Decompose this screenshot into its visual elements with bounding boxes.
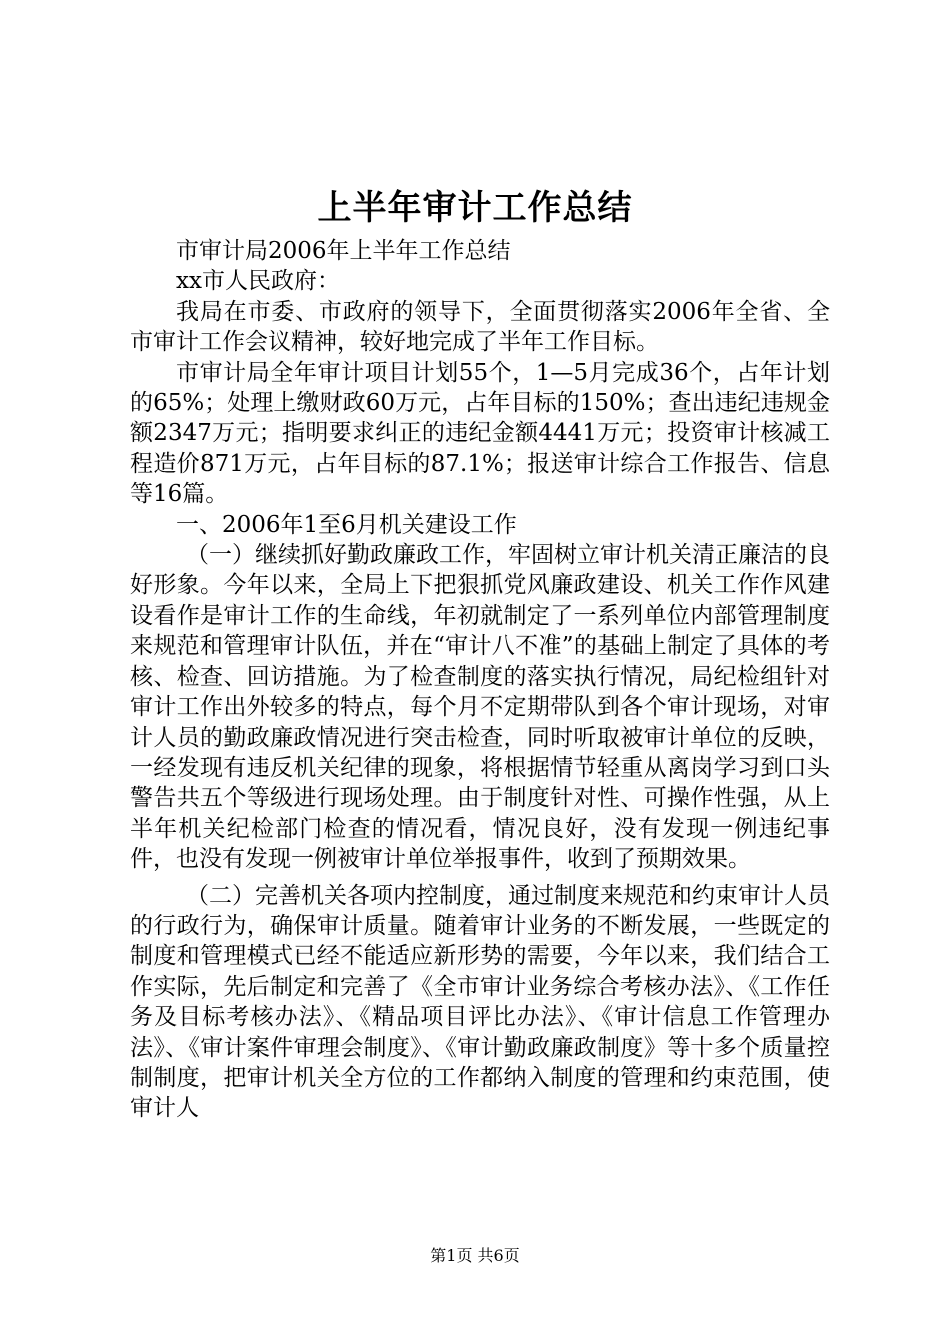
document-body <box>130 236 830 1124</box>
paragraph-intro: 我局在市委、市政府的领导下，全面贯彻落实2006年全省、全市审计工作会议精神，较好地完成了半年工作目标。 <box>130 298 830 356</box>
paragraph-subtitle: 市审计局2006年上半年工作总结 <box>176 238 511 264</box>
paragraph-summary-figures: 市审计局全年审计项目计划55个，1—5月完成36个，占年计划的65%；处理上缴财政60万元，占年目标的150%；查出违纪违规金额2347万元；指明要求纠正的违纪金额4441万元；投资审计核减工程造价871万元，占年目标的87.1%；报送审计综合工作报告、信息等16篇。 <box>130 359 830 508</box>
document-title: 上半年审计工作总结 <box>317 188 633 228</box>
page-footer: 第1页 共6页 <box>430 1246 520 1265</box>
paragraph-item-2: （二）完善机关各项内控制度，通过制度来规范和约束审计人员的行政行为，确保审计质量。随着审计业务的不断发展，一些既定的制度和管理模式已经不能适应新形势的需要，今年以来，我们结合工作实际，先后制定和完善了《全市审计业务综合考核办法》、《工作任务及目标考核办法》、《精品项目评比办法》、《审计信息工作管理办法》、《审计案件审理会制度》、《审计勤政廉政制度》等十多个质量控制制度，把审计机关全方位的工作都纳入制度的管理和约束范围，使审计人 <box>130 882 830 1122</box>
paragraph-salutation: xx市人民政府： <box>176 268 340 295</box>
section-heading: 一、2006年1至6月机关建设工作 <box>176 511 517 538</box>
paragraph-item-1: （一）继续抓好勤政廉政工作，牢固树立审计机关清正廉洁的良好形象。今年以来，全局上下把狠抓党风廉政建设、机关工作作风建设看作是审计工作的生命线，年初就制定了一系列单位内部管理制度来规范和管理审计队伍，并在“审计八不准”的基础上制定了具体的考核、检查、回访措施。为了检查制度的落实执行情况，局纪检组针对审计工作出外较多的特点，每个月不定期带队到各个审计现场，对审计人员的勤政廉政情况进行突击检查，同时听取被审计单位的反映，一经发现有违反机关纪律的现象，将根据情节轻重从离岗学习到口头警告共五个等级进行现场处理。由于制度针对性、可操作性强，从上半年机关纪检部门检查的情况看，情况良好，没有发现一例违纪事件，也没有发现一例被审计单位举报事件，收到了预期效果。 <box>130 542 830 873</box>
